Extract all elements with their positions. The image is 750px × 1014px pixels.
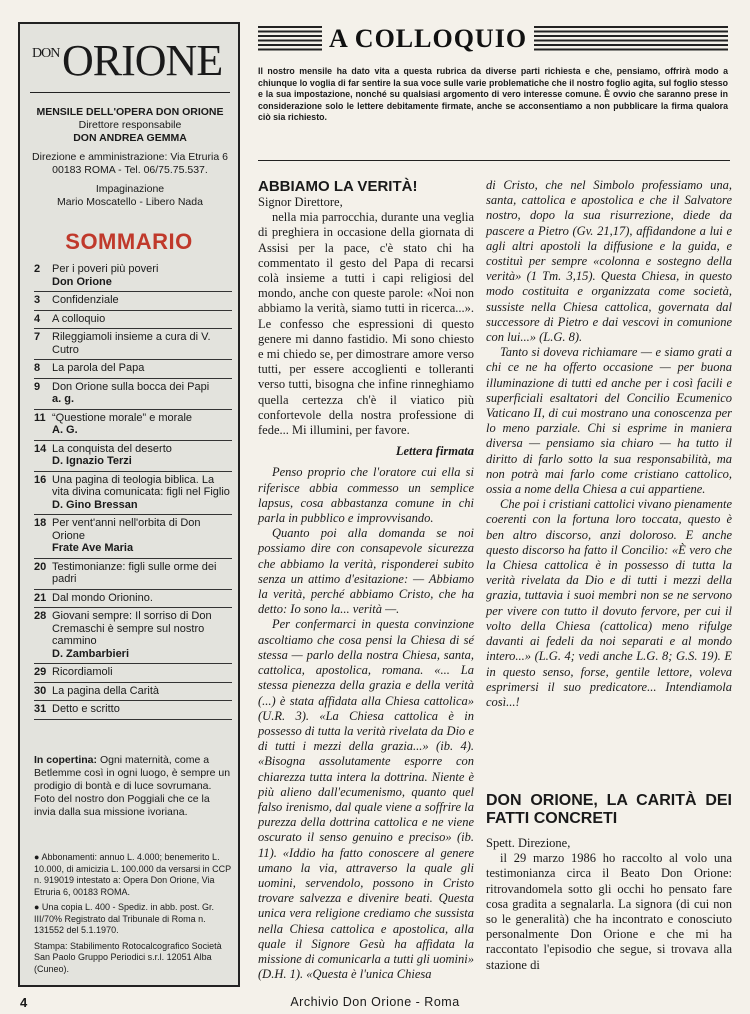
- toc-item: [34, 590, 232, 609]
- reply-paragraph-1: Penso proprio che l'oratore cui ella si riferisce abbia commesso un semplice lapsus, cosa abbastanza comune in chi parla in pubblico e improvvisando.: [258, 465, 474, 526]
- toc-entry: [52, 263, 232, 288]
- toc-item: [34, 515, 232, 559]
- table-of-contents: [34, 261, 232, 720]
- toc-title: Dal mondo Orionino.: [52, 591, 153, 604]
- header-stripes-right: [534, 26, 728, 52]
- section-title: A COLLOQUIO: [328, 24, 528, 53]
- toc-page-number: 28: [34, 610, 47, 622]
- toc-title: La pagina della Carità: [52, 684, 160, 697]
- toc-author: D. Zambarbieri: [52, 647, 130, 660]
- toc-entry: [52, 331, 232, 356]
- toc-title: A colloquio: [52, 312, 106, 325]
- toc-item: [34, 292, 232, 311]
- toc-entry: [52, 517, 232, 555]
- page-number: 4: [20, 995, 28, 1010]
- masthead-line: Direzione e amministrazione: Via Etruria 6: [32, 151, 228, 163]
- toc-page-number: 21: [34, 591, 47, 604]
- logo-divider: [30, 92, 230, 93]
- toc-author: Don Orione: [52, 275, 112, 288]
- toc-entry: [52, 412, 232, 437]
- toc-page-number: 14: [34, 442, 47, 455]
- toc-item: [34, 608, 232, 664]
- toc-author: A. G.: [52, 424, 78, 436]
- subscription-info: [34, 852, 234, 979]
- subscription-paragraph: ● Una copia L. 400 - Spediz. in abb. post. Gr. III/70% Registrato dal Tribunale di Roma n. 131552 del 5.1.1970.: [34, 902, 215, 935]
- subscription-paragraph: ● Abbonamenti: annuo L. 4.000; benemerito L. 10.000, di amicizia L. 100.000 da versarsi in CCP n. 919019 intestato a: Opera Don Orione, Via Etruria 6, 00183 ROMA.: [34, 852, 231, 897]
- toc-title: Giovani sempre: Il sorriso di Don Cremaschi è sempre sul nostro cammino: [52, 610, 212, 647]
- toc-entry: [52, 561, 232, 586]
- section-intro: Il nostro mensile ha dato vita a questa rubrica da diverse parti richiesta e che, pensiamo, offrirà modo a chiunque lo voglia di far sentire la sua voce sulle varie problematiche che il nostro foglio agita, sul foglio stesso e la sua impostazione, nonché su qualsiasi argomento di vero interesse comune. È ovvio che saranno prese in considerazione solo le lettere debitamente firmate, anche se acconsentiamo a non pubblicare la firma qualora ciò sia richiesto.: [258, 66, 728, 122]
- toc-item: [34, 441, 232, 472]
- toc-entry: [52, 592, 232, 605]
- toc-item: [34, 360, 232, 379]
- don-orione-logo: [32, 38, 232, 92]
- reply-continuation: di Cristo, che nel Simbolo professiamo una, santa, cattolica e apostolica e che il Salvatore nostro, dopo la sua risurrezione, diede da pascere a Pietro (Gv. 21,17), affidandone a lui e agli altri apostoli la diffusione e la guida, e costituì per sempre «colonna e sostegno della verità» (1 Tm. 3,15). Questa Chiesa, in questo modo costituita e organizzata come società, sussiste nella Chiesa cattolica, governata dal successore di Pietro e dai vescovi in comunione con lui...» (L.G. 8).: [486, 178, 732, 345]
- toc-title: Rileggiamoli insieme a cura di V. Cutro: [52, 331, 211, 356]
- cover-caption: [34, 754, 234, 819]
- toc-entry: [52, 666, 232, 679]
- toc-entry: [52, 685, 232, 698]
- masthead-line: Impaginazione: [95, 183, 165, 195]
- toc-page-number: 16: [34, 473, 47, 486]
- toc-item: [34, 410, 232, 441]
- letter-signature: Lettera firmata: [395, 444, 474, 459]
- toc-entry: [52, 294, 232, 307]
- toc-page-number: 18: [34, 517, 47, 529]
- intro-divider: [258, 160, 730, 161]
- toc-title: Testimonianze: figli sulle orme dei padri: [52, 560, 217, 585]
- toc-page-number: 3: [34, 294, 41, 306]
- toc-entry: [52, 474, 232, 512]
- archive-footer: Archivio Don Orione - Roma: [290, 995, 460, 1009]
- toc-page-number: 11: [34, 411, 46, 424]
- toc-page-number: 31: [34, 703, 47, 715]
- toc-entry: [52, 703, 232, 716]
- toc-title: Detto e scritto: [52, 703, 120, 715]
- toc-page-number: 29: [34, 666, 47, 678]
- toc-author: D. Gino Bressan: [52, 498, 138, 511]
- toc-entry: [52, 362, 232, 375]
- masthead: [26, 106, 234, 209]
- subscription-paragraph: Stampa: Stabilimento Rotocalcografico Società San Paolo Gruppo Periodici s.r.l. 12051 Alba (Cuneo).: [34, 940, 222, 974]
- section-header: [258, 24, 728, 64]
- toc-page-number: 8: [34, 362, 41, 374]
- letter-body: nella mia parrocchia, durante una veglia di preghiera in occasione della giornata di Assisi per la pace, c'è stato chi ha commentato il gesto del Papa di recarsi colà insieme a tutti i capi religiosi del mondo, anche con queste parole: «Noi non abbiamo la verità, siamo tutti in ricerca...». Le confesso che espressioni di questo genere mi danno fastidio. Mi sono chiesto e mi chiedo se, per dimostrare amore verso tutti, per essere accoglienti e tolleranti verso tutti, bisogna che infine rinneghiamo quella certezza ch'è il viatico più confortevole della nostra professione di fede... Mi illumini, per favore.: [258, 210, 474, 438]
- header-stripes-left: [258, 26, 322, 52]
- toc-item: [34, 472, 232, 516]
- toc-page-number: 30: [34, 684, 47, 697]
- letter-greeting: Signor Direttore,: [258, 195, 343, 209]
- toc-item: [34, 329, 232, 360]
- toc-item: [34, 664, 232, 683]
- toc-title: “Questione morale” e morale: [52, 411, 193, 424]
- toc-author: D. Ignazio Terzi: [52, 455, 132, 467]
- second-article-title: DON ORIONE, LA CARITÀ DEI FATTI CONCRETI: [486, 792, 732, 827]
- toc-item: [34, 559, 232, 590]
- article-column-1: [258, 178, 474, 982]
- masthead-line: Direttore responsabile: [78, 119, 182, 131]
- toc-title: Per vent'anni nell'orbita di Don Orione: [52, 517, 201, 542]
- second-article: [486, 792, 732, 973]
- toc-item: [34, 311, 232, 330]
- toc-entry: [52, 610, 232, 660]
- toc-title: Per i poveri più poveri: [52, 263, 159, 275]
- sommario-heading: SOMMARIO: [65, 229, 193, 254]
- article-column-2: [486, 178, 732, 710]
- toc-page-number: 20: [34, 560, 47, 573]
- logo-don: DON: [32, 46, 60, 61]
- toc-title: Confidenziale: [52, 294, 119, 306]
- reply-paragraph-3: Per confermarci in questa convinzione ascoltiamo che cosa pensi la Chiesa di sé stessa — parlo della nostra Chiesa, santa, cattolica, apostolica, romana. «... La stessa pienezza della grazia e della verità (...) è stata affidata alla Chiesa cattolica» (U.R. 3). «La Chiesa cattolica è in possesso di tutta la verità rivelata da Dio e di tutti i mezzi della grazia...» (ib. 4). «Bisogna assolutamente esporre con chiarezza tutta intera la dottrina. Niente è più alieno dall'ecumenismo, quanto quel falso irenismo, dal quale viene a soffrire la purezza della dottrina cattolica e ne viene oscurato il senso genuino e preciso» (ib. 11). «Iddio ha fatto conoscere al genere umano la via, attraverso la quale gli uomini, servendolo, possono in Cristo trovare salvezza e divenire beati. Questa unica vera religione crediamo che sussista nella Chiesa cattolica e apostolica, alla quale il Signore Gesù ha affidata la missione di comunicarla a tutti gli uomini» (D.H. 1). «Questa è l'unica Chiesa: [258, 617, 474, 982]
- toc-title: Una pagina di teologia biblica. La vita divina comunicata: figli nel Figlio: [52, 473, 230, 498]
- toc-author: a. g.: [52, 393, 75, 405]
- logo-orione: ORIONE: [62, 36, 223, 85]
- masthead-line: DON ANDREA GEMMA: [73, 132, 187, 144]
- toc-entry: [52, 381, 232, 406]
- toc-page-number: 9: [34, 380, 41, 393]
- sidebar-box: [18, 22, 240, 987]
- masthead-line: Mario Moscatello - Libero Nada: [57, 196, 203, 208]
- toc-item: [34, 683, 232, 702]
- article-title: ABBIAMO LA VERITÀ!: [258, 178, 418, 195]
- toc-title: La parola del Papa: [52, 362, 145, 374]
- cover-caption-label: In copertina:: [34, 754, 98, 766]
- toc-item: [34, 261, 232, 292]
- toc-title: Don Orione sulla bocca dei Papi: [52, 380, 210, 393]
- cover-caption-text: Ogni maternità, come a Betlemme così in ogni luogo, è sempre un prodigio di bontà e di luce sovrumana. Foto del nostro don Poggiali che ce la invia dalla sua missione ivoriana.: [34, 754, 231, 818]
- toc-title: Ricordiamoli: [52, 666, 113, 678]
- second-article-body: il 29 marzo 1986 ho raccolto al volo una testimonianza circa il Beato Don Orione: ritrovandomela sotto gli occhi ho pensato fare cosa gradita a segnalarla. La signora (di cui non so le generalità) che ha incontrato e conosciuto personalmente Don Orione e che mi ha raccontato l'episodio che segue, si trovava alla stazione di: [486, 851, 732, 972]
- masthead-line: 00183 ROMA - Tel. 06/75.75.537.: [52, 164, 208, 176]
- reply-paragraph-2: Quanto poi alla domanda se noi possiamo dire con consapevole sicurezza che abbiamo la verità, risponderei subito senza un attimo d'esitazione: — Abbiamo la verità, perché abbiamo Cristo, che ha detto: Io sono la... verità —.: [258, 526, 474, 617]
- toc-page-number: 7: [34, 331, 41, 343]
- toc-entry: [52, 443, 232, 468]
- toc-entry: [52, 313, 232, 326]
- toc-author: Frate Ave Maria: [52, 542, 134, 554]
- reply-paragraph-4: Tanto si doveva richiamare — e siamo grati a chi ce ne ha offerto occasione — per buona illuminazione di tutti ed anche per i così facili e superficiali esaltatori del Concilio Ecumenico Vaticano II, di cui mostrano una conoscenza per lo meno parziale. Chi si esprime in maniera diversa — pensiamo sia chiaro — ha tutto il diritto di farlo sotto la sua responsabilità, ma non potrà mai farlo come cristiano cattolico, ossia a nome della Chiesa a cui appartiene.: [486, 345, 732, 497]
- masthead-line: MENSILE DELL'OPERA DON ORIONE: [36, 106, 224, 118]
- toc-page-number: 4: [34, 312, 41, 325]
- toc-item: [34, 379, 232, 410]
- toc-title: La conquista del deserto: [52, 442, 172, 455]
- toc-page-number: 2: [34, 263, 41, 275]
- reply-paragraph-5: Che poi i cristiani cattolici vivano pienamente coerenti con la fortuna loro toccata, questo è ben altro discorso, anzi doloroso. E anche questo discorso ha fatto il Concilio: «È vero che la Chiesa cattolica è in possesso di tutta la verità rivelata da Dio e di tutti i mezzi della grazia, tuttavia i suoi membri non se ne servono per vivere con tutto il dovuto fervore, per cui il volto della Chiesa (cattolica) meno rifulge davanti ai fedeli da noi separati e al mondo intero...» (L.G. 4; vedi anche L.G. 8; G.S. 19). E in questo senso, forse, gentile lettore, voleva esprimersi il suo predicatore... Intendiamola così...!: [486, 497, 732, 709]
- toc-item: [34, 701, 232, 720]
- second-article-greeting: Spett. Direzione,: [486, 836, 571, 850]
